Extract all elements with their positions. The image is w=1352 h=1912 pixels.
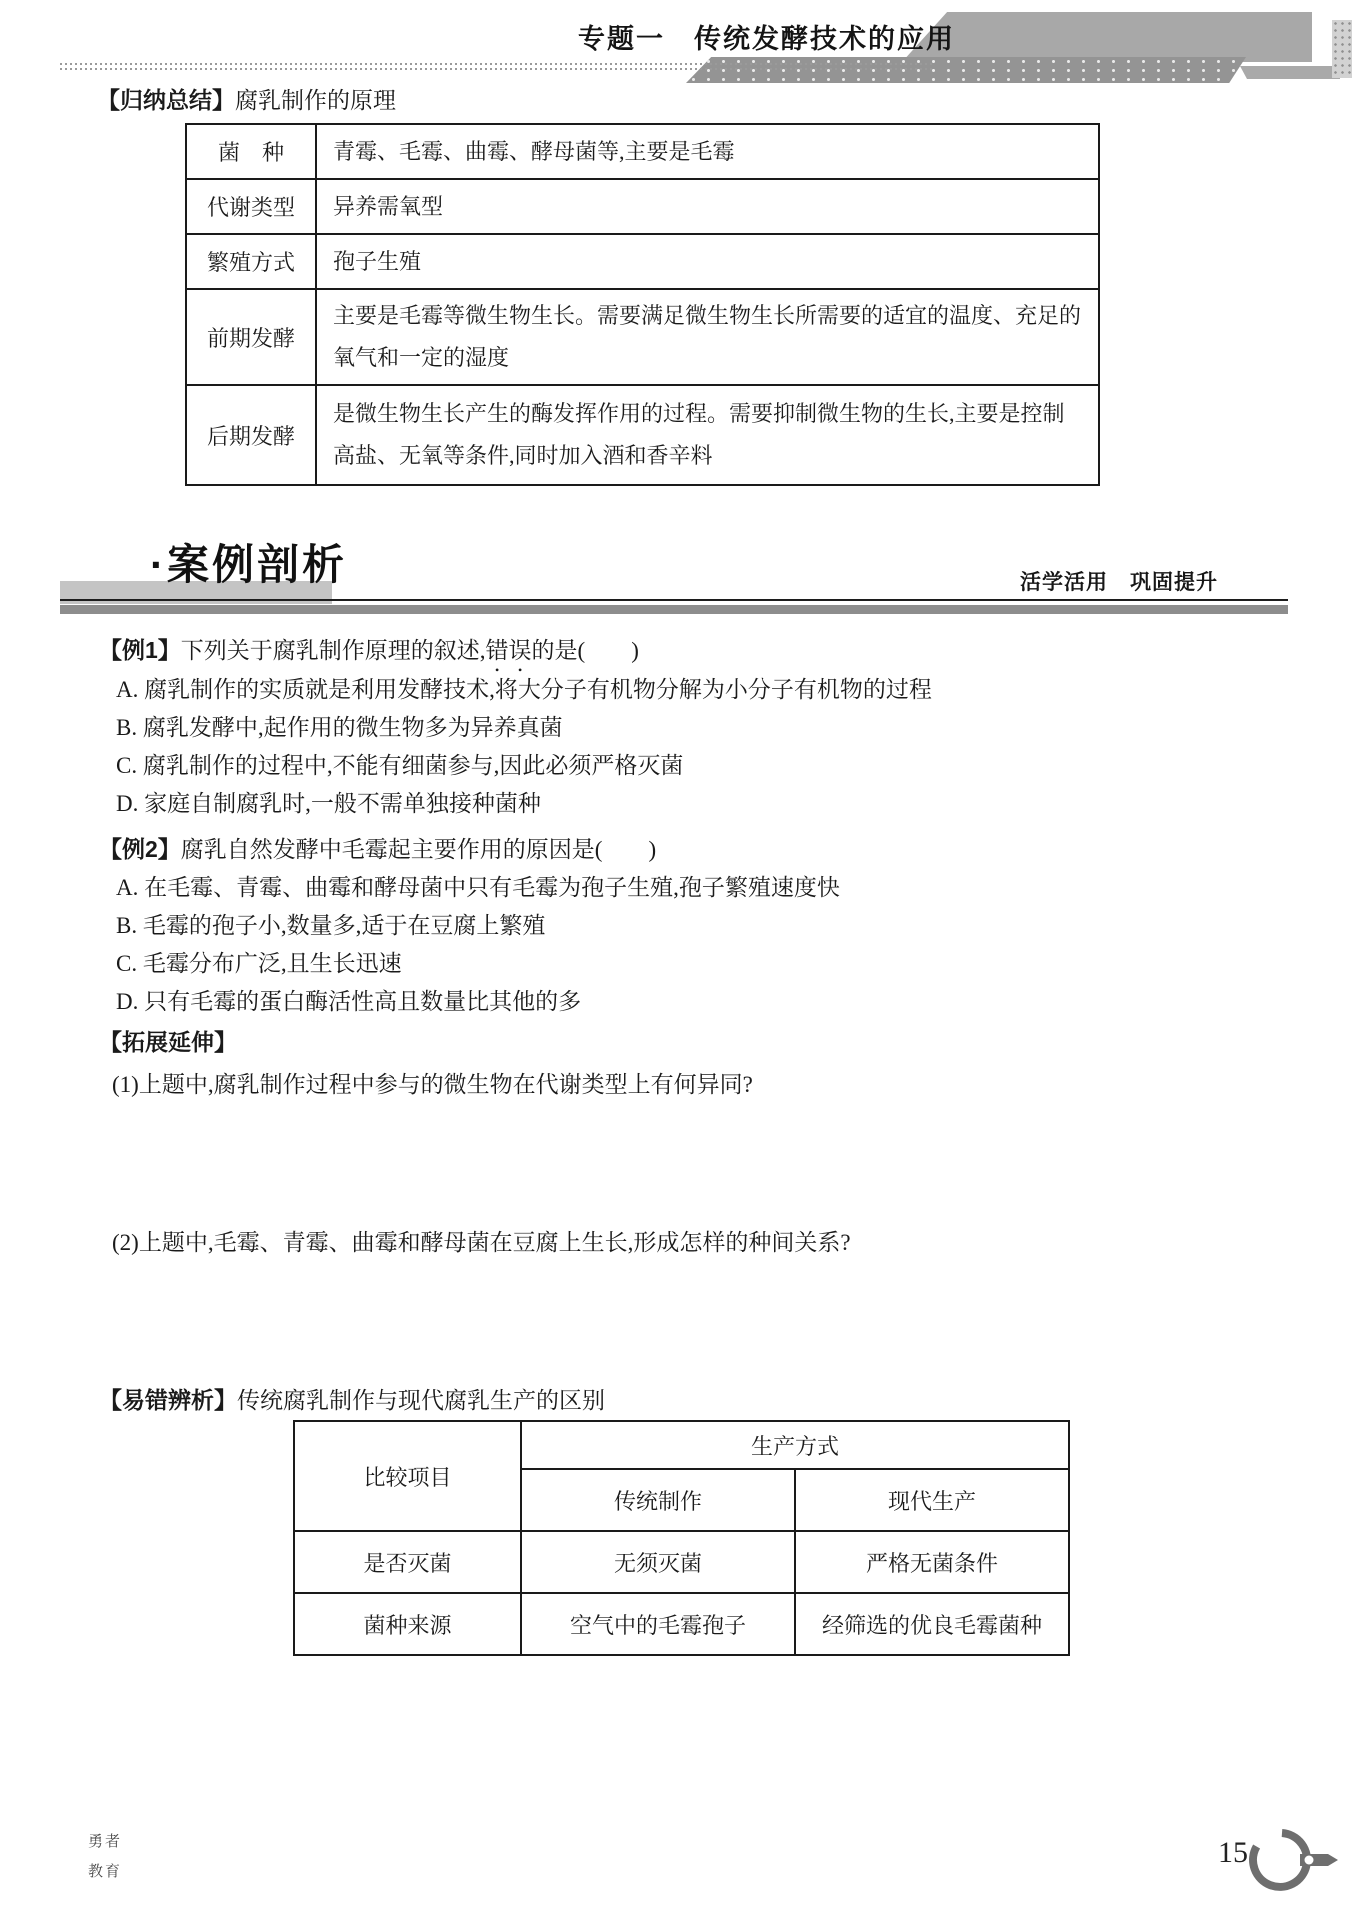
row-item: 是否灭菌	[294, 1531, 521, 1593]
table-row	[294, 1531, 1069, 1593]
col-header-modern: 现代生产	[795, 1469, 1069, 1531]
example2-option-d: D. 只有毛霉的蛋白酶活性高且数量比其他的多	[116, 989, 582, 1014]
header-dotted-rule	[60, 63, 934, 70]
row-key: 后期发酵	[186, 385, 316, 485]
row-key: 繁殖方式	[186, 234, 316, 289]
pitfall-label: 【易错辨析】	[99, 1387, 237, 1413]
footer-brand-line1: 勇者	[88, 1833, 123, 1850]
row-value: 异养需氧型	[316, 179, 1099, 234]
section-rule-black	[60, 599, 1288, 601]
example1-option-d: D. 家庭自制腐乳时,一般不需单独接种菌种	[116, 791, 541, 816]
example1-stem	[99, 634, 639, 677]
example2-label: 【例2】	[99, 836, 181, 862]
header-dotted-band-decoration	[686, 57, 1246, 83]
footer-brand-line2: 教育	[88, 1863, 123, 1880]
header-band-tail-decoration	[1240, 66, 1340, 79]
table-row	[186, 234, 1099, 289]
row-key: 菌 种	[186, 124, 316, 179]
extension-label: 【拓展延伸】	[99, 1029, 237, 1055]
pitfall-title: 传统腐乳制作与现代腐乳生产的区别	[237, 1388, 605, 1413]
example1-stem-before: 下列关于腐乳制作原理的叙述,	[180, 638, 486, 663]
page-number: 15	[1218, 1836, 1248, 1869]
summary-label: 【归纳总结】	[97, 87, 235, 113]
page-corner-icon	[1240, 1822, 1344, 1900]
extension-question-2: (2)上题中,毛霉、青霉、曲霉和酵母菌在豆腐上生长,形成怎样的种间关系?	[112, 1230, 851, 1255]
row-value: 主要是毛霉等微生物生长。需要满足微生物生长所需要的适宜的温度、充足的氧气和一定的湿度	[316, 289, 1099, 385]
table-row	[186, 289, 1099, 385]
page-header-title: 专题一 传统发酵技术的应用	[578, 24, 955, 54]
example2-option-b: B. 毛霉的孢子小,数量多,适于在豆腐上繁殖	[116, 913, 546, 938]
section-title	[150, 540, 347, 590]
row-modern: 经筛选的优良毛霉菌种	[795, 1593, 1069, 1655]
example2-stem	[99, 833, 656, 866]
example1-label: 【例1】	[99, 637, 181, 663]
header-corner-block-decoration	[1332, 20, 1352, 78]
table-row	[186, 124, 1099, 179]
row-value: 青霉、毛霉、曲霉、酵母菌等,主要是毛霉	[316, 124, 1099, 179]
corner-header-cell: 比较项目	[294, 1421, 521, 1531]
row-key: 代谢类型	[186, 179, 316, 234]
row-value: 孢子生殖	[316, 234, 1099, 289]
example1-option-a: A. 腐乳制作的实质就是利用发酵技术,将大分子有机物分解为小分子有机物的过程	[116, 677, 932, 702]
extension-question-1: (1)上题中,腐乳制作过程中参与的微生物在代谢类型上有何异同?	[112, 1072, 753, 1097]
pitfall-heading	[99, 1384, 605, 1417]
section-title-text: 案例剖析	[167, 541, 348, 588]
row-value: 是微生物生长产生的酶发挥作用的过程。需要抑制微生物的生长,主要是控制高盐、无氧等条件,同时加入酒和香辛料	[316, 385, 1099, 485]
section-tagline: 活学活用 巩固提升	[1020, 571, 1218, 594]
table-row	[294, 1421, 1069, 1469]
example1-option-c: C. 腐乳制作的过程中,不能有细菌参与,因此必须严格灭菌	[116, 753, 684, 778]
group-header-cell: 生产方式	[521, 1421, 1069, 1469]
table-row	[186, 385, 1099, 485]
row-traditional: 无须灭菌	[521, 1531, 795, 1593]
example1-stem-emphasis: 错误	[485, 638, 532, 663]
row-item: 菌种来源	[294, 1593, 521, 1655]
table-row	[186, 179, 1099, 234]
table-row	[294, 1593, 1069, 1655]
example2-option-a: A. 在毛霉、青霉、曲霉和酵母菌中只有毛霉为孢子生殖,孢子繁殖速度快	[116, 875, 840, 900]
example1-option-b: B. 腐乳发酵中,起作用的微生物多为异养真菌	[116, 715, 563, 740]
row-key: 前期发酵	[186, 289, 316, 385]
principle-table	[185, 123, 1100, 486]
summary-heading	[97, 84, 396, 117]
example2-stem-text: 腐乳自然发酵中毛霉起主要作用的原因是( )	[180, 837, 657, 862]
header-slab-decoration	[902, 12, 1312, 62]
row-traditional: 空气中的毛霉孢子	[521, 1593, 795, 1655]
example1-stem-after: 的是( )	[531, 638, 639, 663]
col-header-traditional: 传统制作	[521, 1469, 795, 1531]
summary-title: 腐乳制作的原理	[235, 88, 396, 113]
row-modern: 严格无菌条件	[795, 1531, 1069, 1593]
example2-option-c: C. 毛霉分布广泛,且生长迅速	[116, 951, 402, 976]
section-bullet: ·	[150, 541, 167, 588]
section-rule-gray	[60, 605, 1288, 614]
comparison-table	[293, 1420, 1070, 1656]
